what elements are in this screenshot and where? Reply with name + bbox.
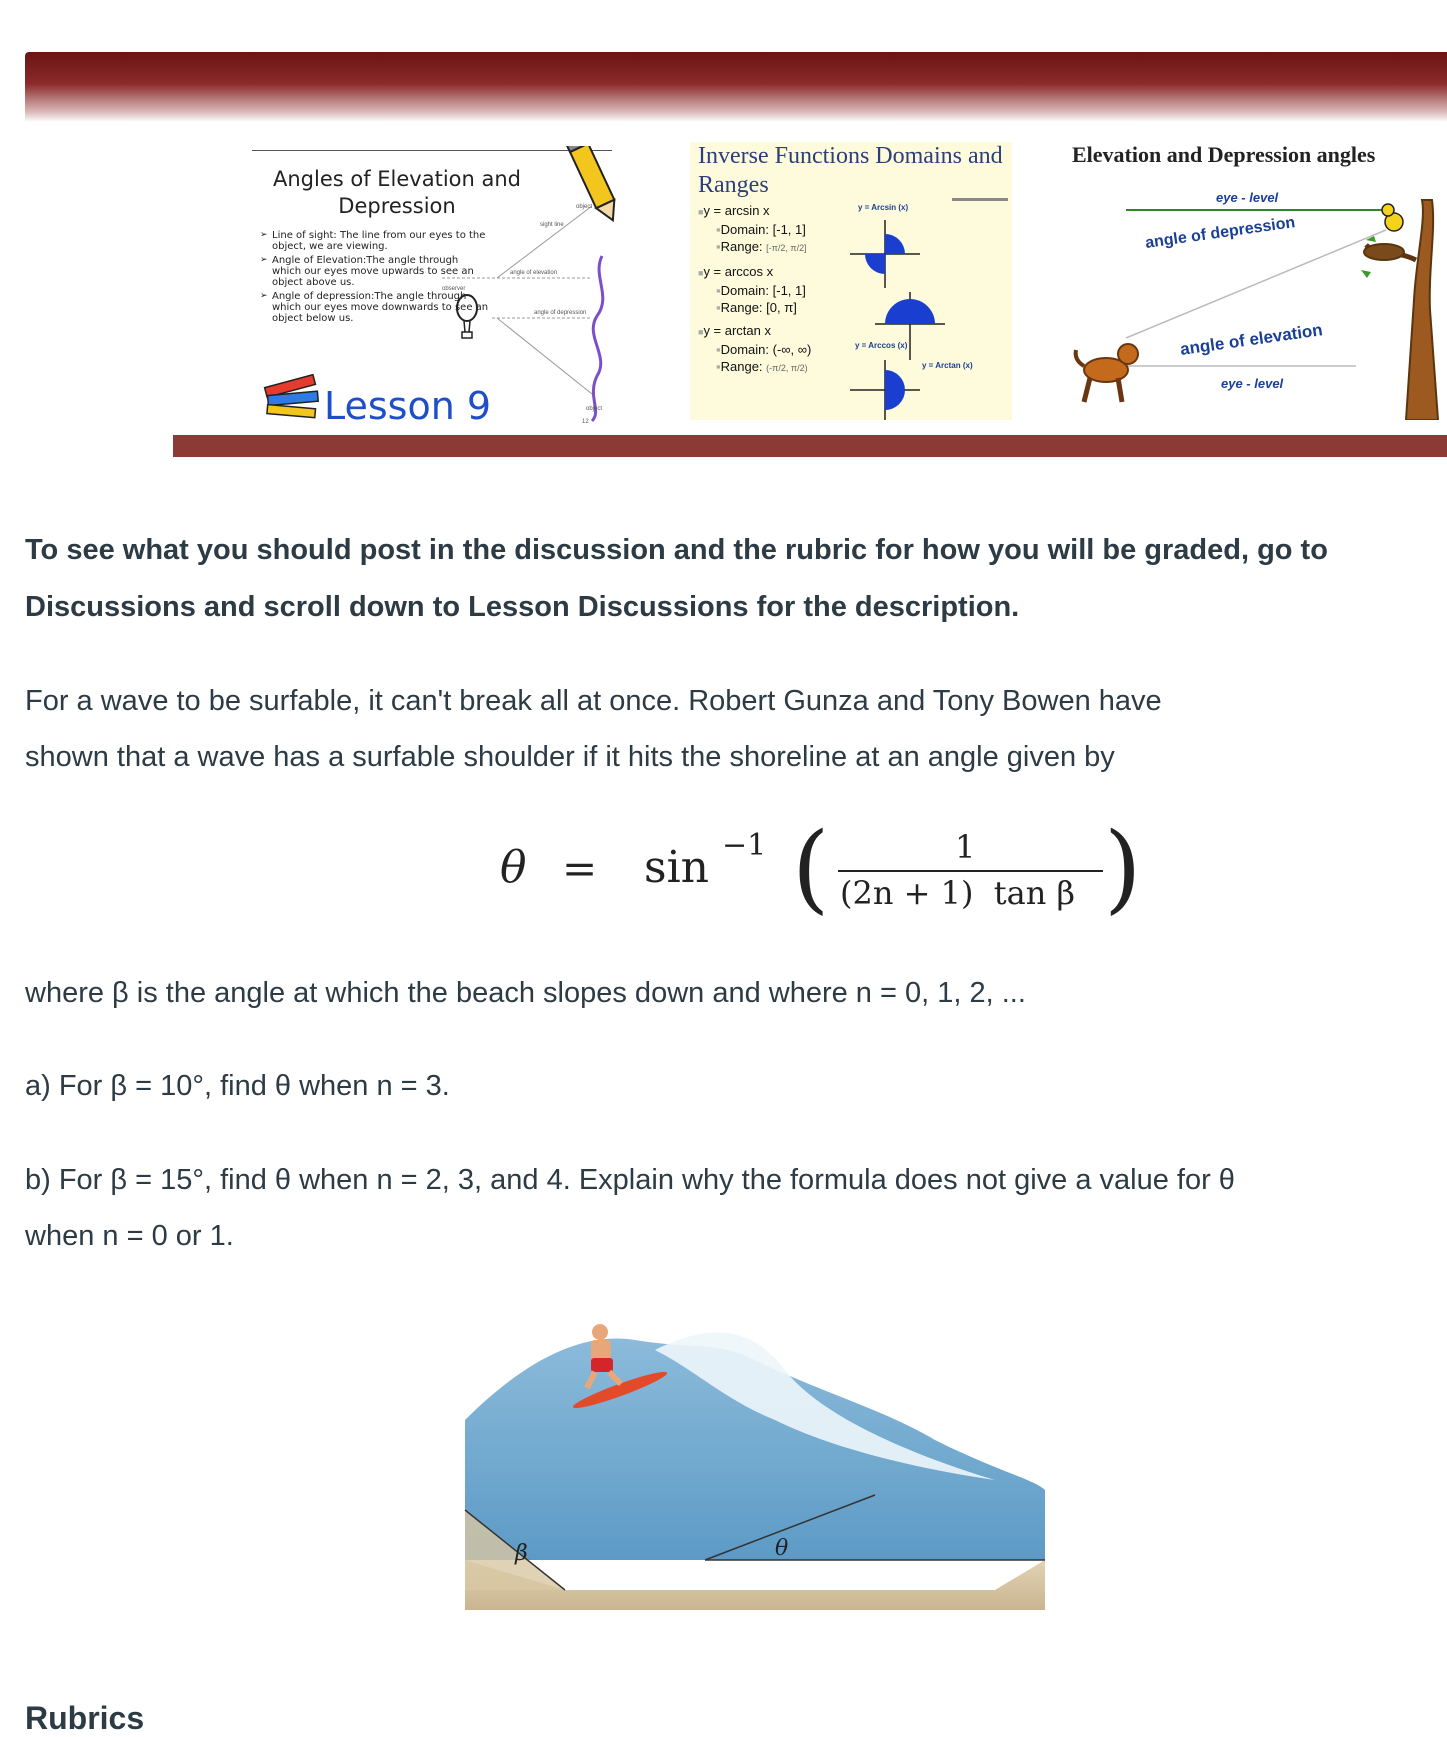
intro-line-1: For a wave to be surfable, it can't break all at once. Robert Gunza and Tony Bowen have	[25, 685, 1162, 717]
discussion-instructions: To see what you should post in the discussion and the rubric for how you will be graded, go to Discussions and scroll down to Lesson Discussions for the description.	[25, 534, 1328, 623]
elevation-scene	[1066, 140, 1447, 420]
question-b-line-1: b) For β = 15°, find θ when n = 2, 3, and 4. Explain why the formula does not give a value for θ	[25, 1164, 1235, 1196]
rubrics-heading: Rubrics	[25, 1700, 145, 1736]
diagram-label: observer	[442, 286, 466, 292]
depression-label: angle of depression	[1144, 214, 1297, 252]
slide1-bullet: ➢ Angle of Elevation:The angle through which our eyes move upwards to see an object above us.	[260, 255, 490, 288]
wave-angle-formula	[500, 812, 1160, 930]
diagram-label: object	[576, 204, 593, 210]
graph-label: y = Arctan (x)	[922, 361, 973, 370]
diagram-label: object	[586, 406, 603, 412]
function-item: ■ y = arccos x ▪ Domain: [-1, 1] ▪ Range: [0, π]	[698, 263, 878, 316]
formula-right-paren: )	[1104, 812, 1142, 924]
theta-label: θ	[775, 1536, 789, 1561]
diagram-label: sight line	[540, 222, 564, 228]
formula-exponent: −1	[722, 828, 767, 863]
formula-theta: θ	[500, 842, 527, 893]
formula-equals: =	[562, 844, 598, 893]
eye-level-label: eye - level	[1216, 190, 1279, 205]
inverse-graphs	[690, 142, 1012, 420]
formula-fraction-bar	[838, 870, 1103, 872]
slide1-bullet: ➢ Line of sight: The line from our eyes to the object, we are viewing.	[260, 230, 490, 252]
formula-explanation: where β is the angle at which the beach slopes down and where n = 0, 1, 2, ...	[25, 977, 1026, 1009]
slide1-title: Angles of Elevation and Depression	[272, 167, 522, 218]
graph-label: y = Arcsin (x)	[858, 203, 909, 212]
elevation-depression-slide	[1066, 140, 1447, 420]
diagram-label: angle of depression	[534, 310, 587, 316]
diagram-label: angle of elevation	[510, 270, 558, 276]
formula-denominator: (2n + 1) tan β	[840, 874, 1076, 912]
question-a: a) For β = 10°, find θ when n = 3.	[25, 1070, 450, 1102]
lesson-number: Lesson 9	[324, 384, 492, 426]
question-b-line-2: when n = 0 or 1.	[25, 1220, 234, 1252]
eye-level-label-bottom: eye - level	[1221, 376, 1284, 391]
formula-numerator: 1	[955, 828, 976, 866]
slide2-title: Inverse Functions Domains and Ranges	[698, 143, 1003, 198]
function-item: ■ y = arcsin x ▪ Domain: [-1, 1] ▪ Range: [-π/2, π/2]	[698, 202, 878, 257]
inverse-functions-slide	[690, 142, 1012, 420]
formula-sin: sin	[644, 842, 709, 893]
formula-left-paren: (	[792, 812, 830, 924]
surfing-wave-illustration	[455, 1310, 1055, 1630]
lesson-slide-elevation-depression	[252, 146, 618, 426]
dog-icon	[1076, 344, 1138, 402]
balloon-icon	[457, 295, 477, 338]
arcsin-graph	[850, 220, 920, 288]
banner-top-bar	[25, 52, 1447, 122]
intro-line-2: shown that a wave has a surfable shoulder if it hits the shoreline at an angle given by	[25, 741, 1115, 773]
elevation-label: angle of elevation	[1178, 320, 1324, 359]
graph-label: y = Arccos (x)	[855, 341, 908, 350]
page-number: 12	[582, 419, 589, 425]
slide3-title: Elevation and Depression angles	[1072, 142, 1376, 167]
arctan-graph	[850, 360, 920, 420]
pencil-icon	[567, 146, 618, 225]
beta-label: β	[515, 1541, 528, 1566]
tree-icon	[1361, 200, 1438, 420]
banner-bottom-bar	[173, 435, 1447, 457]
slide1-bullet: ➢ Angle of depression:The angle through which our eyes move downwards to see an object below us.	[260, 291, 490, 324]
wavy-line	[592, 256, 603, 421]
function-item: ■ y = arctan x ▪ Domain: (-∞, ∞) ▪ Range: (-π/2, π/2)	[698, 322, 878, 377]
crayons-icon	[265, 375, 319, 418]
